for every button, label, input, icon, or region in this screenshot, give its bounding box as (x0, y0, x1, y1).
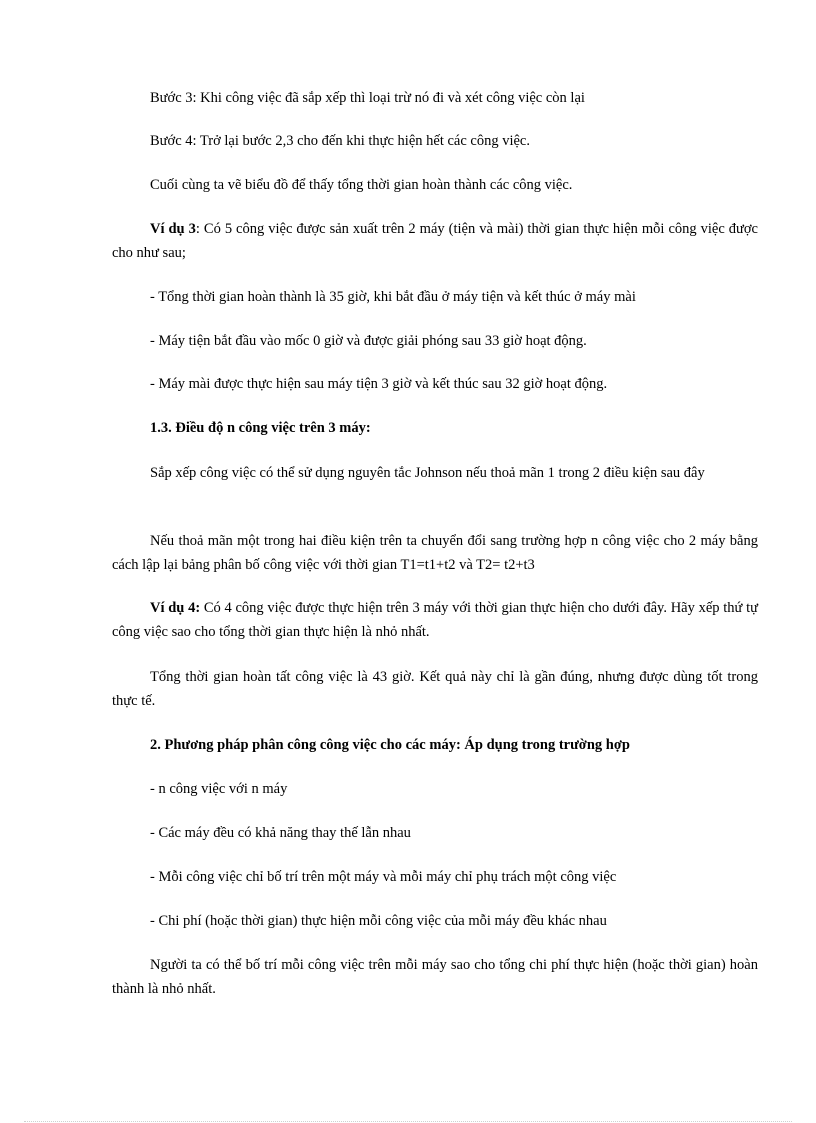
bullet-total-time: - Tổng thời gian hoàn thành là 35 giờ, khi bắt đầu ở máy tiện và kết thúc ở máy mài (150, 289, 636, 305)
johnson-rule-paragraph: Sắp xếp công việc có thể sử dụng nguyên tắc Johnson nếu thoả mãn 1 trong 2 điều kiện sau đây (150, 465, 705, 481)
convert-rule-paragraph: Nếu thoả mãn một trong hai điều kiện trên ta chuyển đổi sang trường hợp n công việc cho 2 máy bằng cách lập lại bảng phân bố công việc với thời gian T1=t1+t2 và T2= t2+t3 (112, 533, 758, 573)
case-cost: - Chi phí (hoặc thời gian) thực hiện mỗi công việc của mỗi máy đều khác nhau (150, 913, 607, 929)
section-2-heading: 2. Phương pháp phân công công việc cho các máy: Áp dụng trong trường hợp (150, 737, 630, 753)
step-3-paragraph: Bước 3: Khi công việc đã sắp xếp thì loại trừ nó đi và xét công việc còn lại (150, 90, 585, 106)
conclusion-paragraph: Người ta có thể bố trí mỗi công việc trên mỗi máy sao cho tổng chi phí thực hiện (hoặc thời gian) hoàn thành là nhỏ nhất. (112, 957, 758, 997)
example-4-label: Ví dụ 4: (150, 600, 201, 616)
example-4-paragraph (112, 596, 758, 644)
step-4-paragraph: Bước 4: Trở lại bước 2,3 cho đến khi thực hiện hết các công việc. (150, 133, 530, 149)
case-one-each: - Mỗi công việc chỉ bố trí trên một máy và mỗi máy chỉ phụ trách một công việc (150, 869, 617, 885)
example-3-text: : Có 5 công việc được sản xuất trên 2 máy (tiện và mài) thời gian thực hiện mỗi công việc được cho như sau; (112, 221, 758, 261)
case-replaceable: - Các máy đều có khả năng thay thế lẫn nhau (150, 825, 411, 841)
bullet-lathe: - Máy tiện bắt đầu vào mốc 0 giờ và được giải phóng sau 33 giờ hoạt động. (150, 333, 587, 349)
final-chart-paragraph: Cuối cùng ta vẽ biểu đồ để thấy tổng thời gian hoàn thành các công việc. (150, 177, 573, 193)
example-3-label: Ví dụ 3 (150, 221, 196, 237)
bullet-grinder: - Máy mài được thực hiện sau máy tiện 3 giờ và kết thúc sau 32 giờ hoạt động. (150, 376, 608, 392)
total-time-paragraph: Tổng thời gian hoàn tất công việc là 43 giờ. Kết quả này chỉ là gần đúng, nhưng được dùng tốt trong thực tế. (112, 669, 758, 709)
page-bottom-divider (24, 1121, 792, 1122)
example-4-text: Có 4 công việc được thực hiện trên 3 máy với thời gian thực hiện cho dưới đây. Hãy xếp thứ tự công việc sao cho tổng thời gian thực hiện là nhỏ nhất. (112, 600, 758, 640)
case-n-jobs: - n công việc với n máy (150, 781, 288, 797)
example-3-paragraph (112, 217, 758, 265)
section-1-3-heading: 1.3. Điều độ n công việc trên 3 máy: (150, 420, 371, 436)
